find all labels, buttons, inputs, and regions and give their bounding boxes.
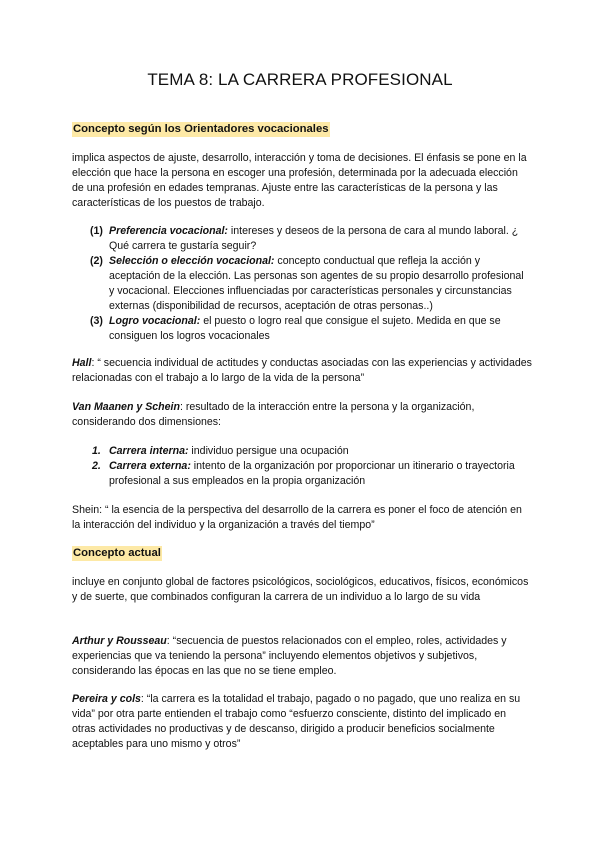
list-item-term: Carrera interna: — [109, 445, 189, 457]
list-item-term: Logro vocacional: — [109, 315, 201, 327]
list-item-text: intereses y deseos de la persona de cara al mundo laboral. ¿ Qué carrera te gustaría seguir? — [109, 225, 519, 252]
hall-paragraph — [72, 356, 532, 386]
list-item — [90, 254, 530, 314]
list-item-text: el puesto o logro real que consigue el sujeto. Medida en que se consiguen los logros vocacionales — [109, 315, 501, 342]
list-item — [90, 459, 530, 489]
list-item-text: intento de la organización por proporcionar un itinerario o trayectoria profesional a sus empleados en la propia organización — [109, 460, 515, 487]
author-definition: : “secuencia de puestos relacionados con el empleo, roles, actividades y experiencias que va teniendo la persona” incluyendo elementos objetivos y subjetivos, considerando las épocas en las que no se tiene empleo. — [72, 635, 507, 677]
section-heading-actual: Concepto actual — [73, 547, 161, 559]
list-item — [90, 224, 530, 254]
list-item — [90, 444, 530, 459]
author-definition: : “la carrera es la totalidad el trabajo, pagado o no pagado, que uno realiza en su vida” por otra parte entienden el trabajo como “esfuerzo consciente, distinto del implicado en otras actividades no productivas y de descanso, dirigido a producir beneficios socialmente aceptables para uno mismo y otros” — [72, 693, 521, 750]
author-name: Hall — [72, 357, 92, 369]
vocational-list — [90, 224, 530, 344]
list-item-number: (3) — [90, 315, 103, 327]
arthur-paragraph — [72, 634, 532, 679]
list-item-term: Preferencia vocacional: — [109, 225, 228, 237]
van-maanen-paragraph — [72, 400, 532, 430]
list-item-number: (1) — [90, 225, 103, 237]
list-item-text: individuo persigue una ocupación — [188, 445, 349, 457]
list-item-number: 1. — [92, 445, 101, 457]
list-item-term: Selección o elección vocacional: — [109, 255, 275, 267]
pereira-paragraph — [72, 692, 532, 752]
list-item-term: Carrera externa: — [109, 460, 191, 472]
author-definition: : resultado de la interacción entre la persona y la organización, considerando dos dimensiones: — [72, 401, 475, 428]
concepto-actual-paragraph: incluye en conjunto global de factores psicológicos, sociológicos, educativos, físicos, económicos y de suerte, que combinados configuran la carrera de un individuo a lo largo de su vida — [72, 576, 529, 603]
shein-paragraph: Shein: “ la esencia de la perspectiva del desarrollo de la carrera es poner el foco de atención en la interacción del individuo y la organización a través del tiempo” — [72, 504, 522, 531]
list-item — [90, 314, 530, 344]
list-item-text: concepto conductual que refleja la acción y aceptación de la elección. Las personas son agentes de su propio desarrollo profesional y vocacional. Elecciones influenciadas por características personales y circunstancias externas (disponibilidad de recursos, aceptación de otras personas..) — [109, 255, 524, 312]
section-heading-orientadores: Concepto según los Orientadores vocacionales — [73, 123, 329, 135]
dimensions-list — [90, 444, 530, 489]
author-definition: : “ secuencia individual de actitudes y conductas asociadas con las experiencias y actividades relacionadas con el trabajo a lo largo de la vida de la persona” — [72, 357, 532, 384]
author-name: Arthur y Rousseau — [72, 635, 167, 647]
page-title: TEMA 8: LA CARRERA PROFESIONAL — [147, 70, 453, 89]
author-name: Van Maanen y Schein — [72, 401, 180, 413]
list-item-number: (2) — [90, 255, 103, 267]
list-item-number: 2. — [92, 460, 101, 472]
orientadores-paragraph: implica aspectos de ajuste, desarrollo, interacción y toma de decisiones. El énfasis se pone en la elección que hace la persona en escoger una profesión, determinada por la adecuada elección de una profesión en edades tempranas. Ajuste entre las características de la persona y las características de los puestos de trabajo. — [72, 152, 527, 209]
author-name: Pereira y cols — [72, 693, 141, 705]
